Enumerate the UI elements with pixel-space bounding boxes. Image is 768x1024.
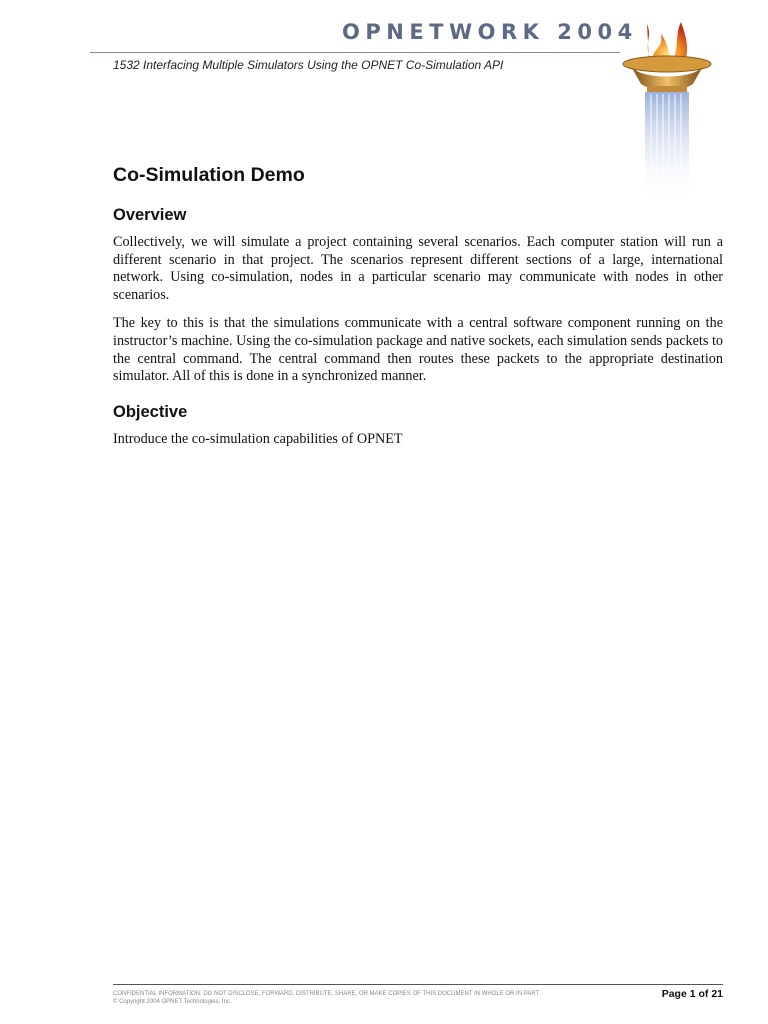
overview-heading: Overview (113, 206, 187, 224)
objective-text: Introduce the co-simulation capabilities of OPNET (113, 430, 403, 447)
copyright-notice: © Copyright 2004 OPNET Technologies, Inc. (113, 999, 232, 1005)
page-title: Co-Simulation Demo (113, 164, 305, 186)
overview-paragraph-1: Collectively, we will simulate a project containing several scenarios. Each computer station will run a different scenario in that project. The scenarios represent different sections of a large, international network. Using co-simulation, nodes in a particular scenario may communicate with nodes in other scenarios. (113, 234, 723, 303)
objective-heading: Objective (113, 402, 188, 421)
header-divider (90, 52, 620, 53)
brand-title: OPNETWORK 2004 (342, 20, 638, 44)
overview-paragraph-2: The key to this is that the simulations communicate with a central software component running on the instructor’s machine. Using the co-simulation package and native sockets, each simulation sends packets to the central command. The central command then routes these packets to the appropriate destination simulator. All of this is done in a synchronized manner. (113, 315, 723, 385)
confidentiality-notice: CONFIDENTIAL INFORMATION: DO NOT DISCLOSE, FORWARD, DISTRIBUTE, SHARE, OR MAKE COPIES OF THIS DOCUMENT IN WHOLE OR IN PART. (113, 991, 541, 997)
main-content (113, 164, 723, 459)
page-number: Page 1 of 21 (661, 988, 723, 1000)
footer-divider (113, 984, 723, 985)
document-subtitle: 1532 Interfacing Multiple Simulators Using the OPNET Co-Simulation API (113, 58, 504, 72)
